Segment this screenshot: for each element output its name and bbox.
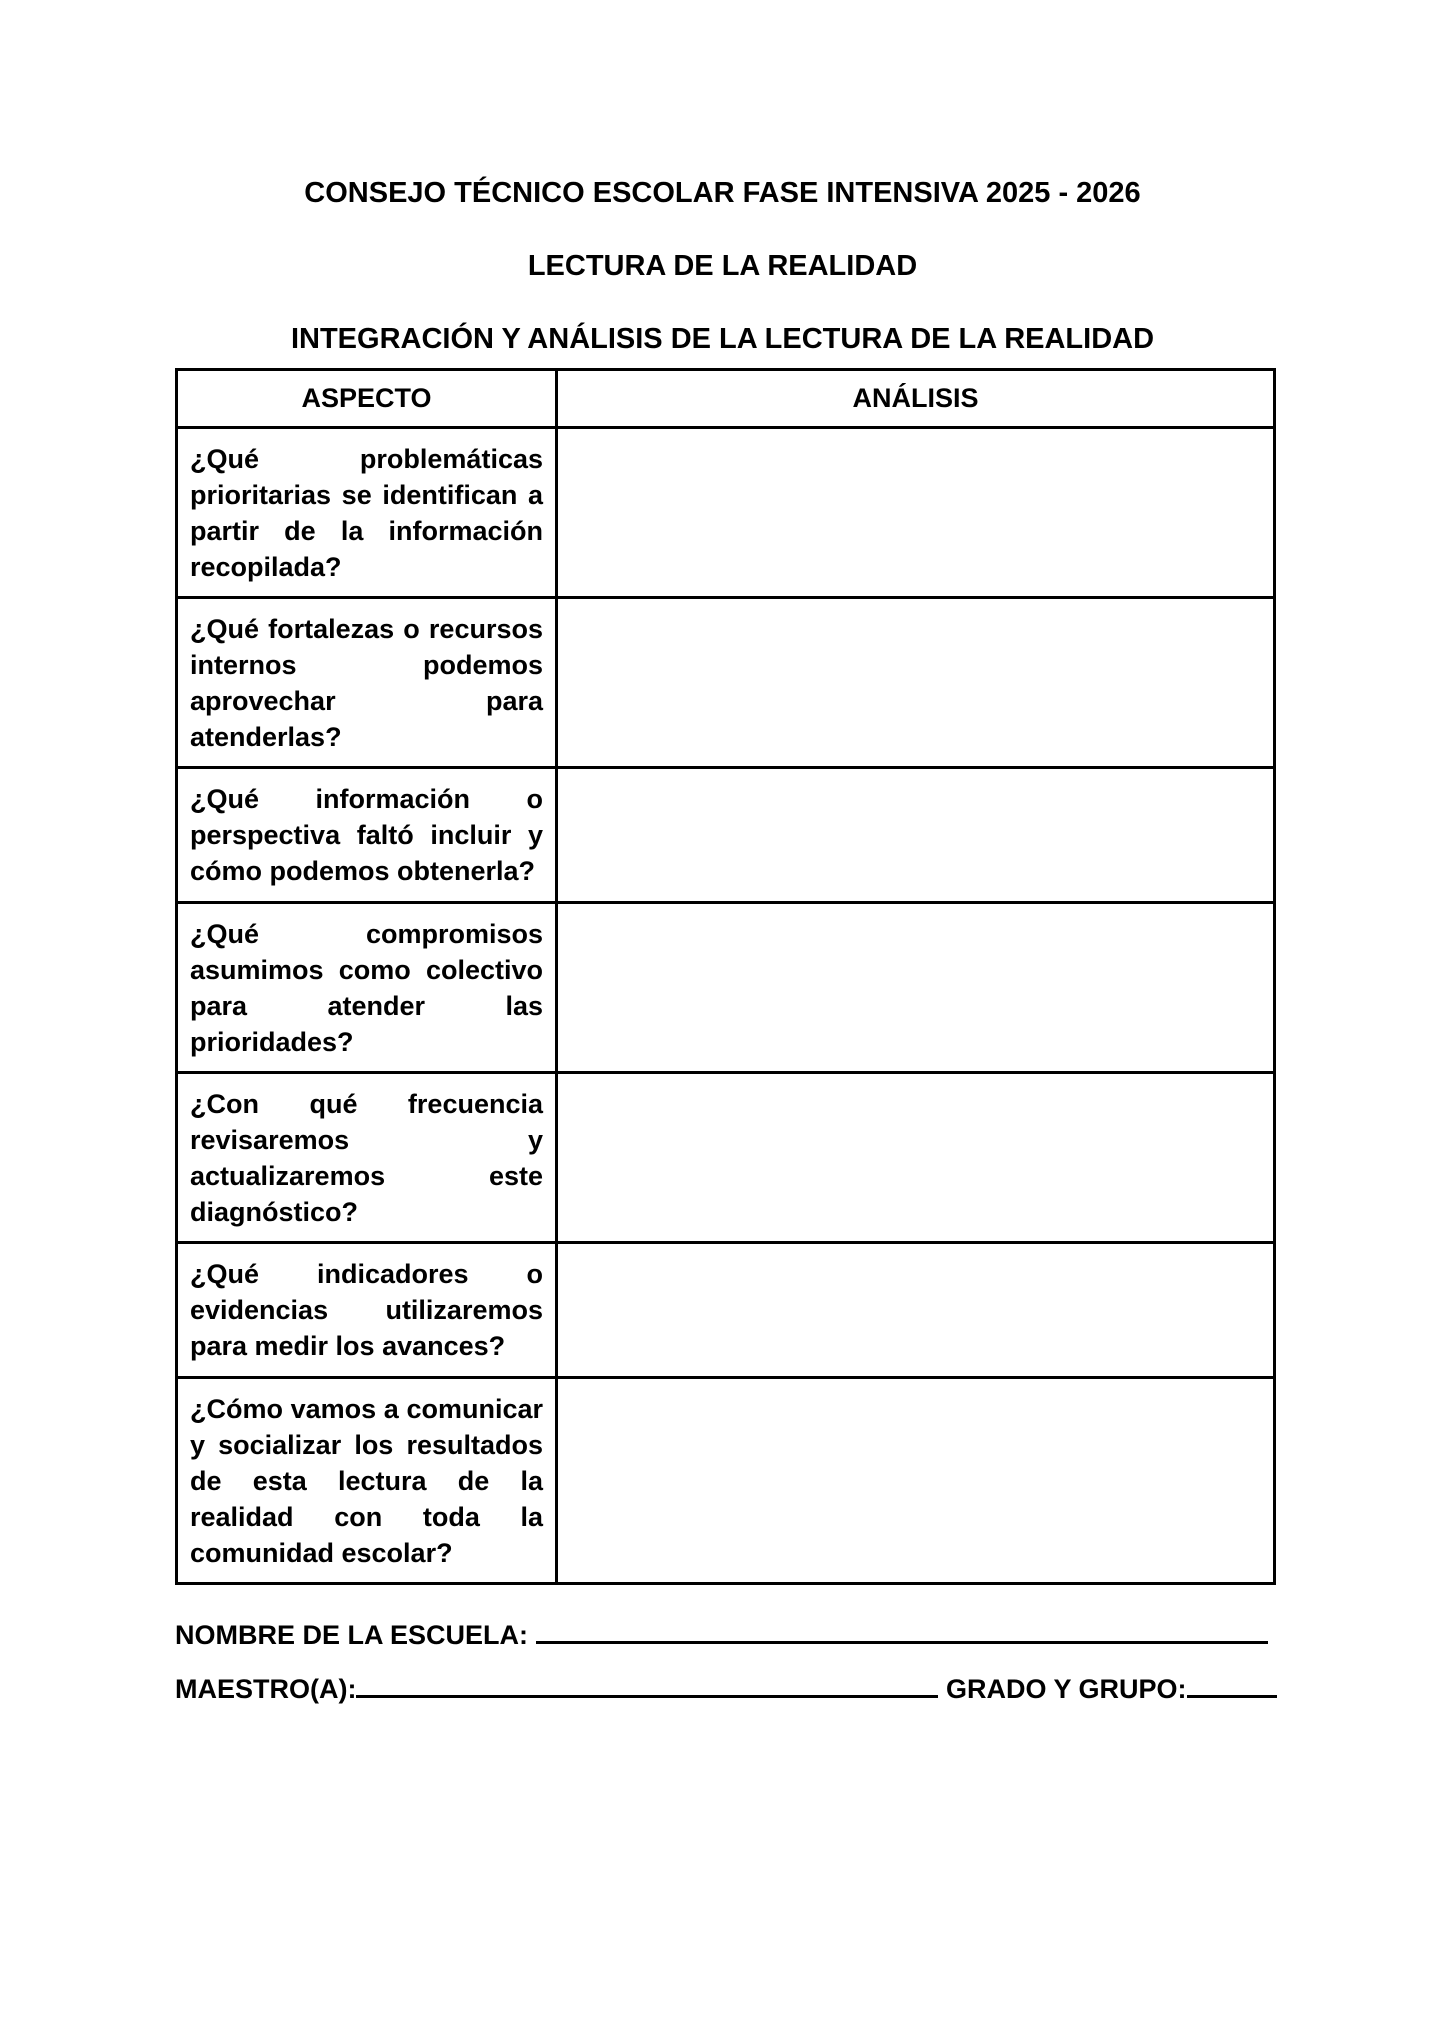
teacher-grade-field [175,1671,1277,1705]
analysis-cell[interactable] [557,768,1275,903]
aspect-cell: ¿Con qué frecuencia revisaremos y actualizaremos este diagnóstico? [177,1073,557,1243]
aspect-cell: ¿Qué indicadores o evidencias utilizaremos para medir los avances? [177,1243,557,1378]
table-header-row [177,370,1275,428]
grade-group-label: GRADO Y GRUPO: [946,1674,1187,1704]
section-title: INTEGRACIÓN Y ANÁLISIS DE LA LECTURA DE LA REALIDAD [290,323,1155,355]
aspect-cell: ¿Qué compromisos asumimos como colectivo para atender las prioridades? [177,903,557,1073]
table-row [177,598,1275,768]
table-row [177,1378,1275,1584]
school-name-line[interactable] [536,1617,1268,1644]
aspect-cell: ¿Qué información o perspectiva faltó incluir y cómo podemos obtenerla? [177,768,557,903]
grade-group-line[interactable] [1187,1671,1277,1698]
table-row [177,428,1275,598]
aspect-cell: ¿Qué problemáticas prioritarias se identifican a partir de la información recopilada? [177,428,557,598]
analysis-column-header: ANÁLISIS [557,370,1275,428]
teacher-name-line[interactable] [356,1671,938,1698]
teacher-label: MAESTRO(A): [175,1674,357,1704]
analysis-cell[interactable] [557,903,1275,1073]
analysis-cell[interactable] [557,1243,1275,1378]
school-name-field [175,1617,1268,1651]
aspect-cell: ¿Qué fortalezas o recursos internos podemos aprovechar para atenderlas? [177,598,557,768]
analysis-cell[interactable] [557,598,1275,768]
analysis-cell[interactable] [557,1378,1275,1584]
table-row [177,1243,1275,1378]
table-row [177,768,1275,903]
aspect-column-header: ASPECTO [177,370,557,428]
school-name-label: NOMBRE DE LA ESCUELA: [175,1620,529,1650]
document-subtitle: LECTURA DE LA REALIDAD [527,250,918,282]
analysis-table [175,368,1276,1585]
table-row [177,903,1275,1073]
analysis-cell[interactable] [557,428,1275,598]
table-row [177,1073,1275,1243]
analysis-cell[interactable] [557,1073,1275,1243]
document-title: CONSEJO TÉCNICO ESCOLAR FASE INTENSIVA 2025 - 2026 [304,177,1141,209]
aspect-cell: ¿Cómo vamos a comunicar y socializar los resultados de esta lectura de la realidad con toda la comunidad escolar? [177,1378,557,1584]
